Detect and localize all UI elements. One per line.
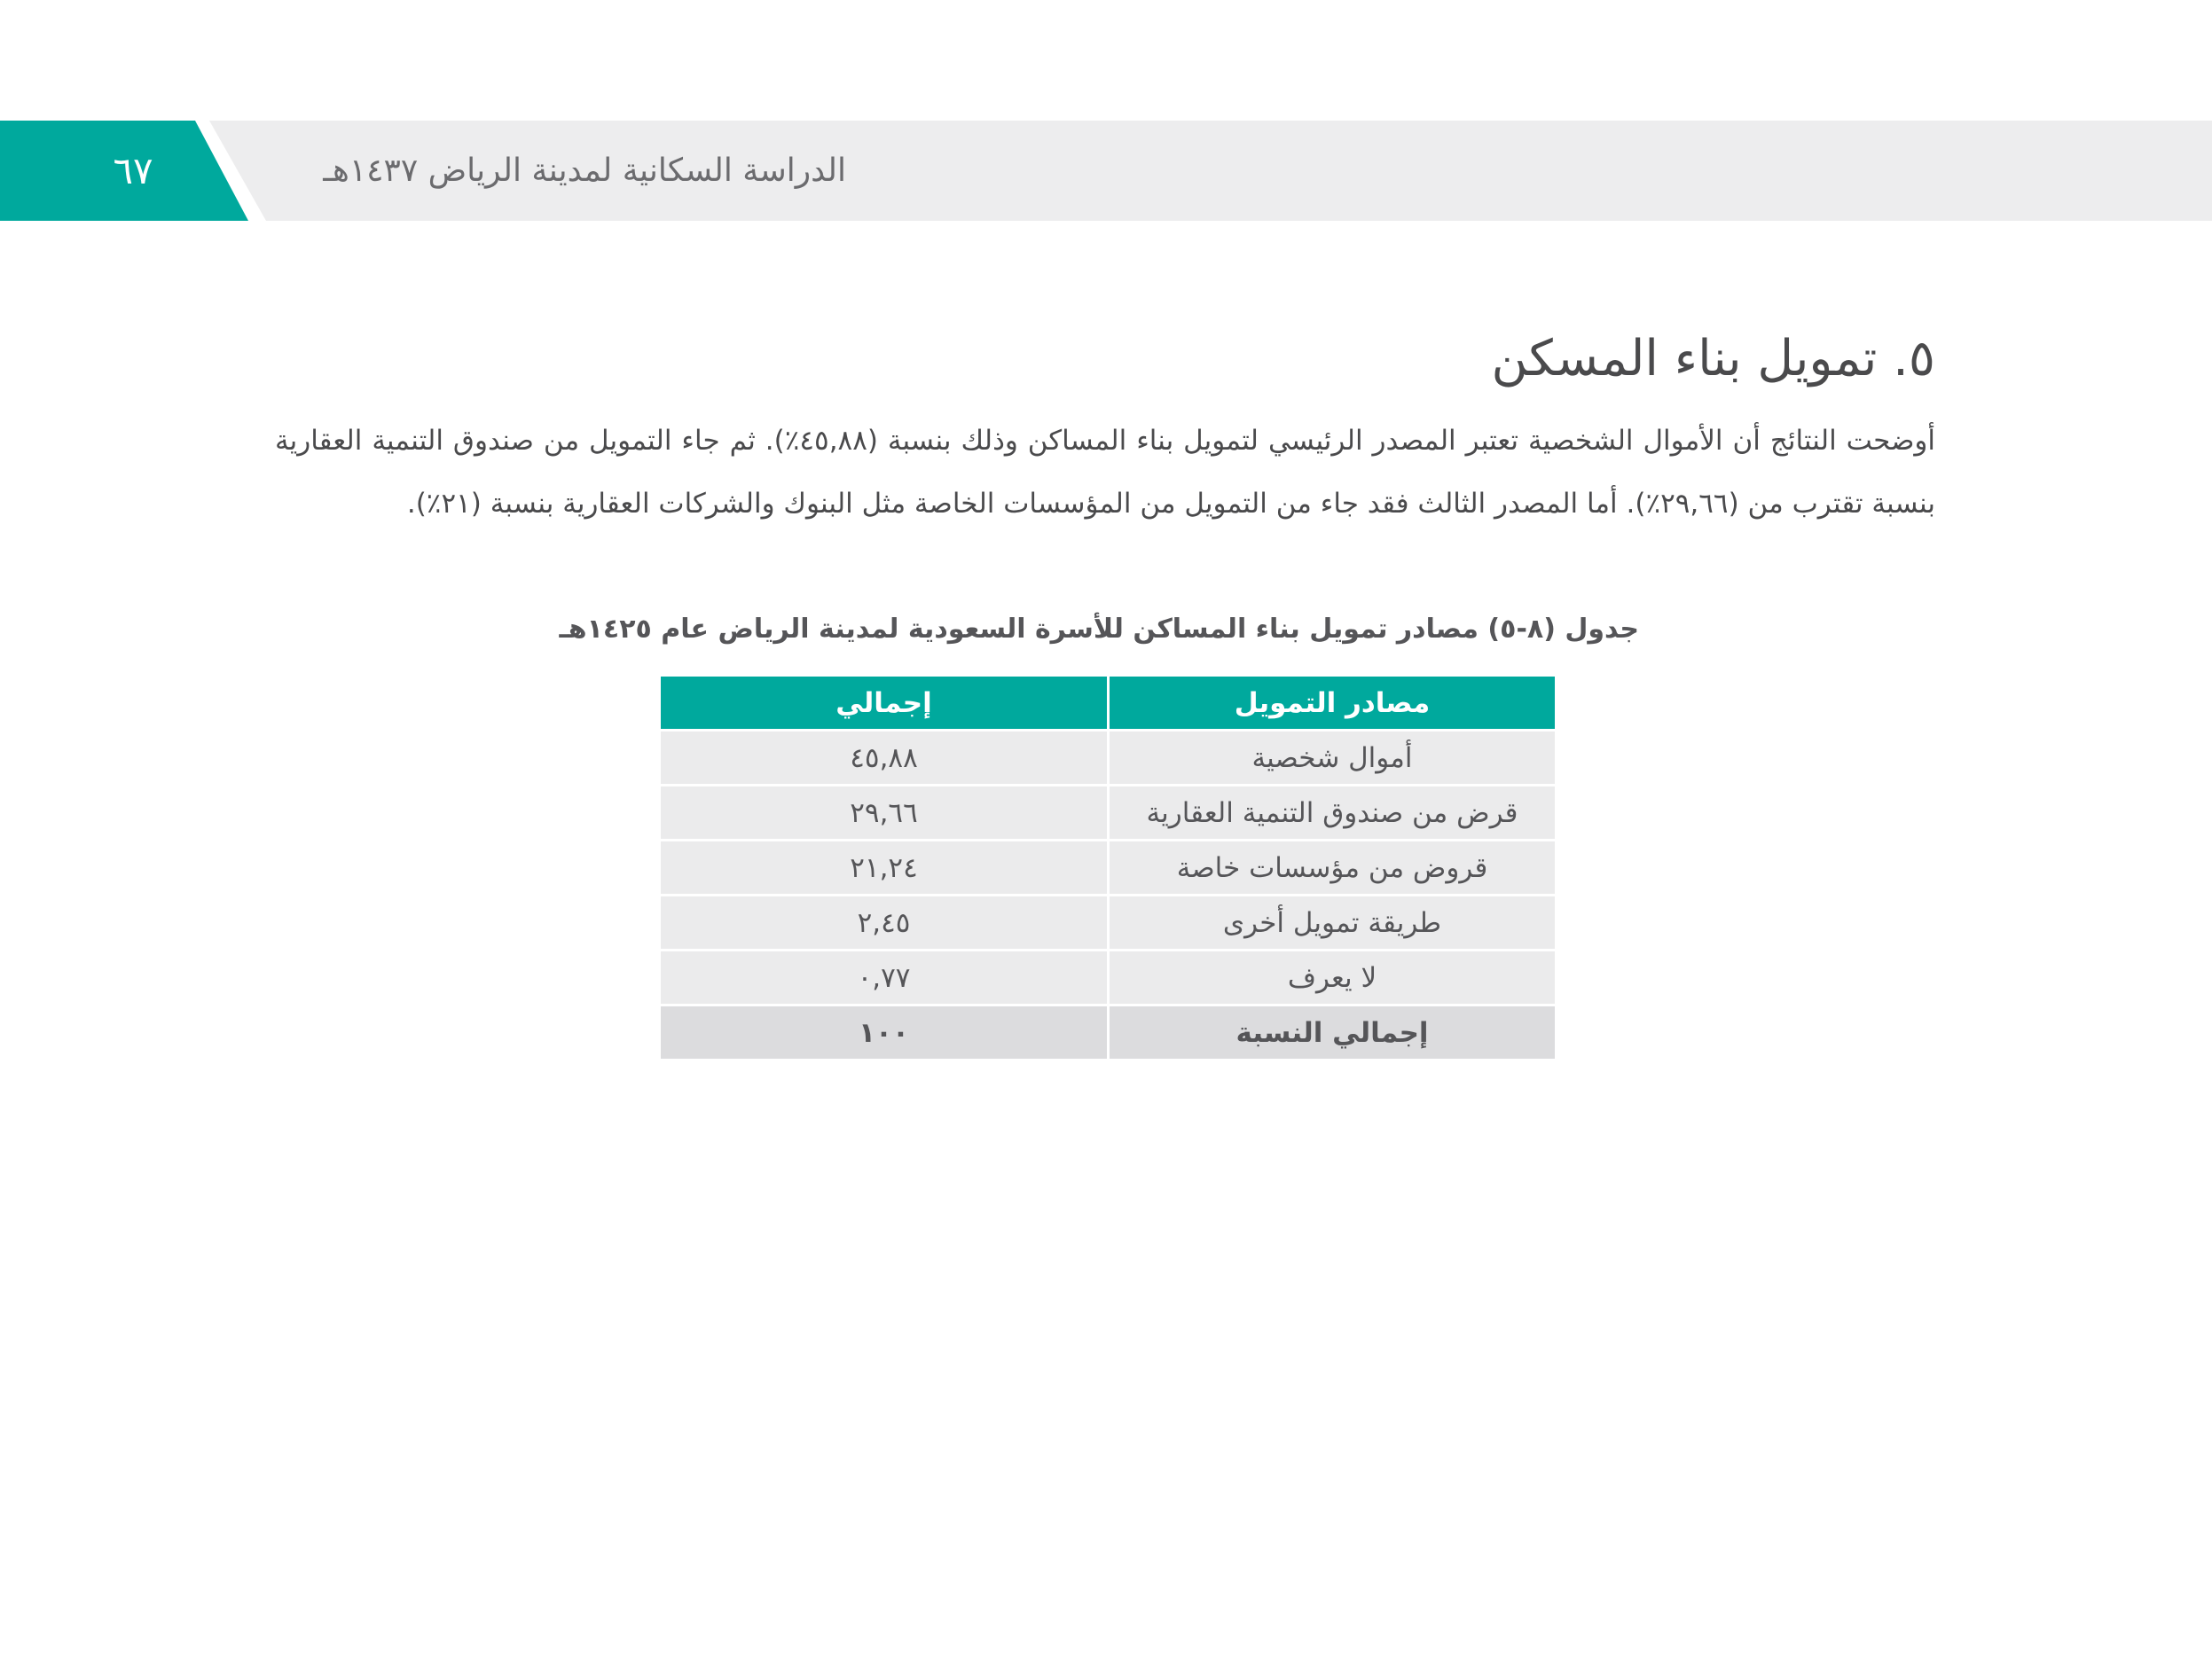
cell-total: ٢٩,٦٦ — [660, 786, 1109, 841]
table-row — [660, 951, 1557, 1006]
table-row — [660, 841, 1557, 896]
table-total-row — [660, 1006, 1557, 1060]
header-cell-total: إجمالي — [660, 677, 1109, 731]
cell-total: ٠,٧٧ — [660, 951, 1109, 1006]
running-header-title: الدراسة السكانية لمدينة الرياض ١٤٣٧هـ — [323, 153, 846, 189]
cell-source: أموال شخصية — [1109, 731, 1557, 786]
table-caption: جدول (٨-٥) مصادر تمويل بناء المساكن للأسرة السعودية لمدينة الرياض عام ١٤٢٥هـ — [559, 614, 1639, 645]
cell-total-value: ١٠٠ — [660, 1006, 1109, 1060]
cell-total: ٢١,٢٤ — [660, 841, 1109, 896]
header-cell-source: مصادر التمويل — [1109, 677, 1557, 731]
cell-source: طريقة تمويل أخرى — [1109, 896, 1557, 951]
table-row — [660, 731, 1557, 786]
table-row — [660, 896, 1557, 951]
cell-source: قروض من مؤسسات خاصة — [1109, 841, 1557, 896]
cell-total: ٢,٤٥ — [660, 896, 1109, 951]
cell-total-label: إجمالي النسبة — [1109, 1006, 1557, 1060]
cell-source: لا يعرف — [1109, 951, 1557, 1006]
body-paragraph: أوضحت النتائج أن الأموال الشخصية تعتبر المصدر الرئيسي لتمويل بناء المساكن وذلك بنسبة (٤٥,٨٨٪). ثم جاء التمويل من صندوق التنمية العقارية بنسبة تقترب من (٢٩,٦٦٪). أما المصدر الثالث فقد جاء من التمويل من المؤسسات الخاصة مثل البنوك والشركات العقارية بنسبة (٢١٪). — [275, 425, 1936, 520]
cell-total: ٤٥,٨٨ — [660, 731, 1109, 786]
cell-source: قرض من صندوق التنمية العقارية — [1109, 786, 1557, 841]
page-number: ٦٧ — [113, 149, 153, 192]
table-row — [660, 786, 1557, 841]
section-heading: ٥. تمويل بناء المسكن — [1491, 330, 1935, 387]
table-header-row — [660, 677, 1557, 731]
financing-sources-table — [658, 677, 1557, 1059]
